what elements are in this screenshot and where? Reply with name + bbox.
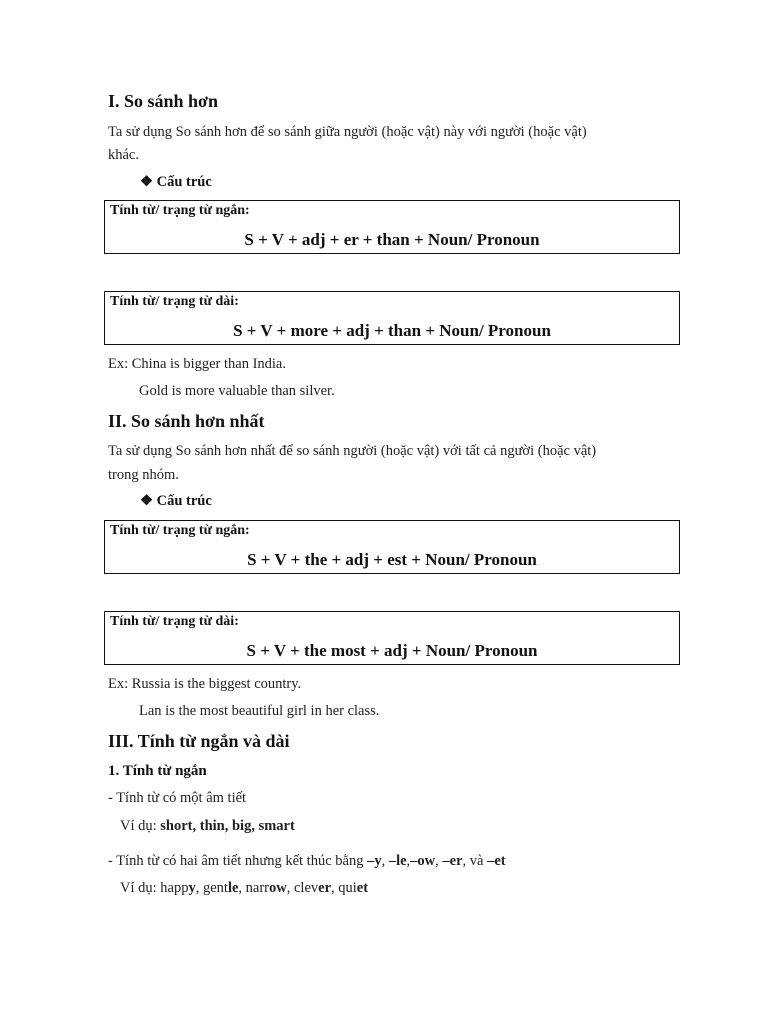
word-ending: y <box>188 880 196 896</box>
section-2-structure-bullet <box>140 493 212 510</box>
structure-label: Cấu trúc <box>156 174 212 190</box>
one-syllable-example <box>120 818 295 835</box>
section-2-description-line-1: Ta sử dụng So sánh hơn nhất để so sánh người (hoặc vật) với tất cả người (hoặc vật) <box>108 443 597 459</box>
superlative-short-formula: S + V + the + adj + est + Noun/ Pronoun <box>247 550 537 569</box>
ending-er: –er <box>442 853 463 869</box>
separator: , <box>435 853 443 869</box>
superlative-long-formula: S + V + the most + adj + Noun/ Pronoun <box>246 641 538 660</box>
diamond-bullet-icon: ❖ <box>140 174 153 190</box>
section-2-example-2: Lan is the most beautiful girl in her class. <box>139 703 380 719</box>
word-stem: happ <box>160 880 189 896</box>
short-adj-label: Tính từ/ trạng từ ngắn: <box>110 523 250 538</box>
separator: , <box>331 880 339 896</box>
word-stem: qui <box>338 880 357 896</box>
separator: , <box>195 880 203 896</box>
example-words: short, thin, big, smart <box>160 818 295 834</box>
long-adj-label: Tính từ/ trạng từ dài: <box>110 294 239 309</box>
section-1-example-2: Gold is more valuable than silver. <box>139 383 335 399</box>
ending-et: –et <box>487 853 506 869</box>
separator: , <box>406 853 411 869</box>
comparative-short-formula: S + V + adj + er + than + Noun/ Pronoun <box>244 230 540 249</box>
word-stem: clev <box>293 880 319 896</box>
section-1-description-line-2: khác. <box>108 147 139 163</box>
two-syllable-rule <box>108 853 506 870</box>
word-ending: ow <box>269 880 287 896</box>
separator: , <box>238 880 246 896</box>
ending-ow: –ow <box>410 853 436 869</box>
word-ending: er <box>318 880 332 896</box>
section-1-example-1: Ex: China is bigger than India. <box>108 356 286 372</box>
word-ending: et <box>356 880 369 896</box>
section-2-heading: II. So sánh hơn nhất <box>108 411 265 431</box>
section-1-long-adj-box <box>104 291 680 345</box>
structure-label: Cấu trúc <box>156 493 212 509</box>
example-prefix: Ví dụ: <box>120 818 161 834</box>
separator: , và <box>462 853 488 869</box>
section-2-example-1: Ex: Russia is the biggest country. <box>108 676 302 692</box>
ending-le: –le <box>388 853 407 869</box>
rule-prefix: - Tính từ có hai âm tiết nhưng kết thúc bằng <box>108 853 368 869</box>
diamond-bullet-icon: ❖ <box>140 493 153 509</box>
long-adj-label: Tính từ/ trạng từ dài: <box>110 614 239 629</box>
section-2-description-line-2: trong nhóm. <box>108 467 179 483</box>
separator: , <box>381 853 389 869</box>
ending-y: –y <box>367 853 382 869</box>
word-stem: gent <box>202 880 228 896</box>
comparative-long-formula: S + V + more + adj + than + Noun/ Pronoun <box>233 321 551 340</box>
subsection-short-adjectives: 1. Tính từ ngắn <box>108 763 207 779</box>
section-1-short-adj-box <box>104 200 680 254</box>
section-3-heading: III. Tính từ ngắn và dài <box>108 731 290 751</box>
word-ending: le <box>227 880 239 896</box>
separator: , <box>286 880 294 896</box>
short-adj-label: Tính từ/ trạng từ ngắn: <box>110 203 250 218</box>
word-stem: narr <box>245 880 269 896</box>
two-syllable-example <box>120 880 368 897</box>
section-2-long-adj-box <box>104 611 680 665</box>
section-1-structure-bullet <box>140 174 212 191</box>
example-prefix: Ví dụ: <box>120 880 161 896</box>
section-1-heading: I. So sánh hơn <box>108 91 219 111</box>
section-1-description-line-1: Ta sử dụng So sánh hơn để so sánh giữa người (hoặc vật) này với người (hoặc vật) <box>108 124 587 140</box>
one-syllable-rule: - Tính từ có một âm tiết <box>108 790 247 806</box>
section-2-short-adj-box <box>104 520 680 574</box>
